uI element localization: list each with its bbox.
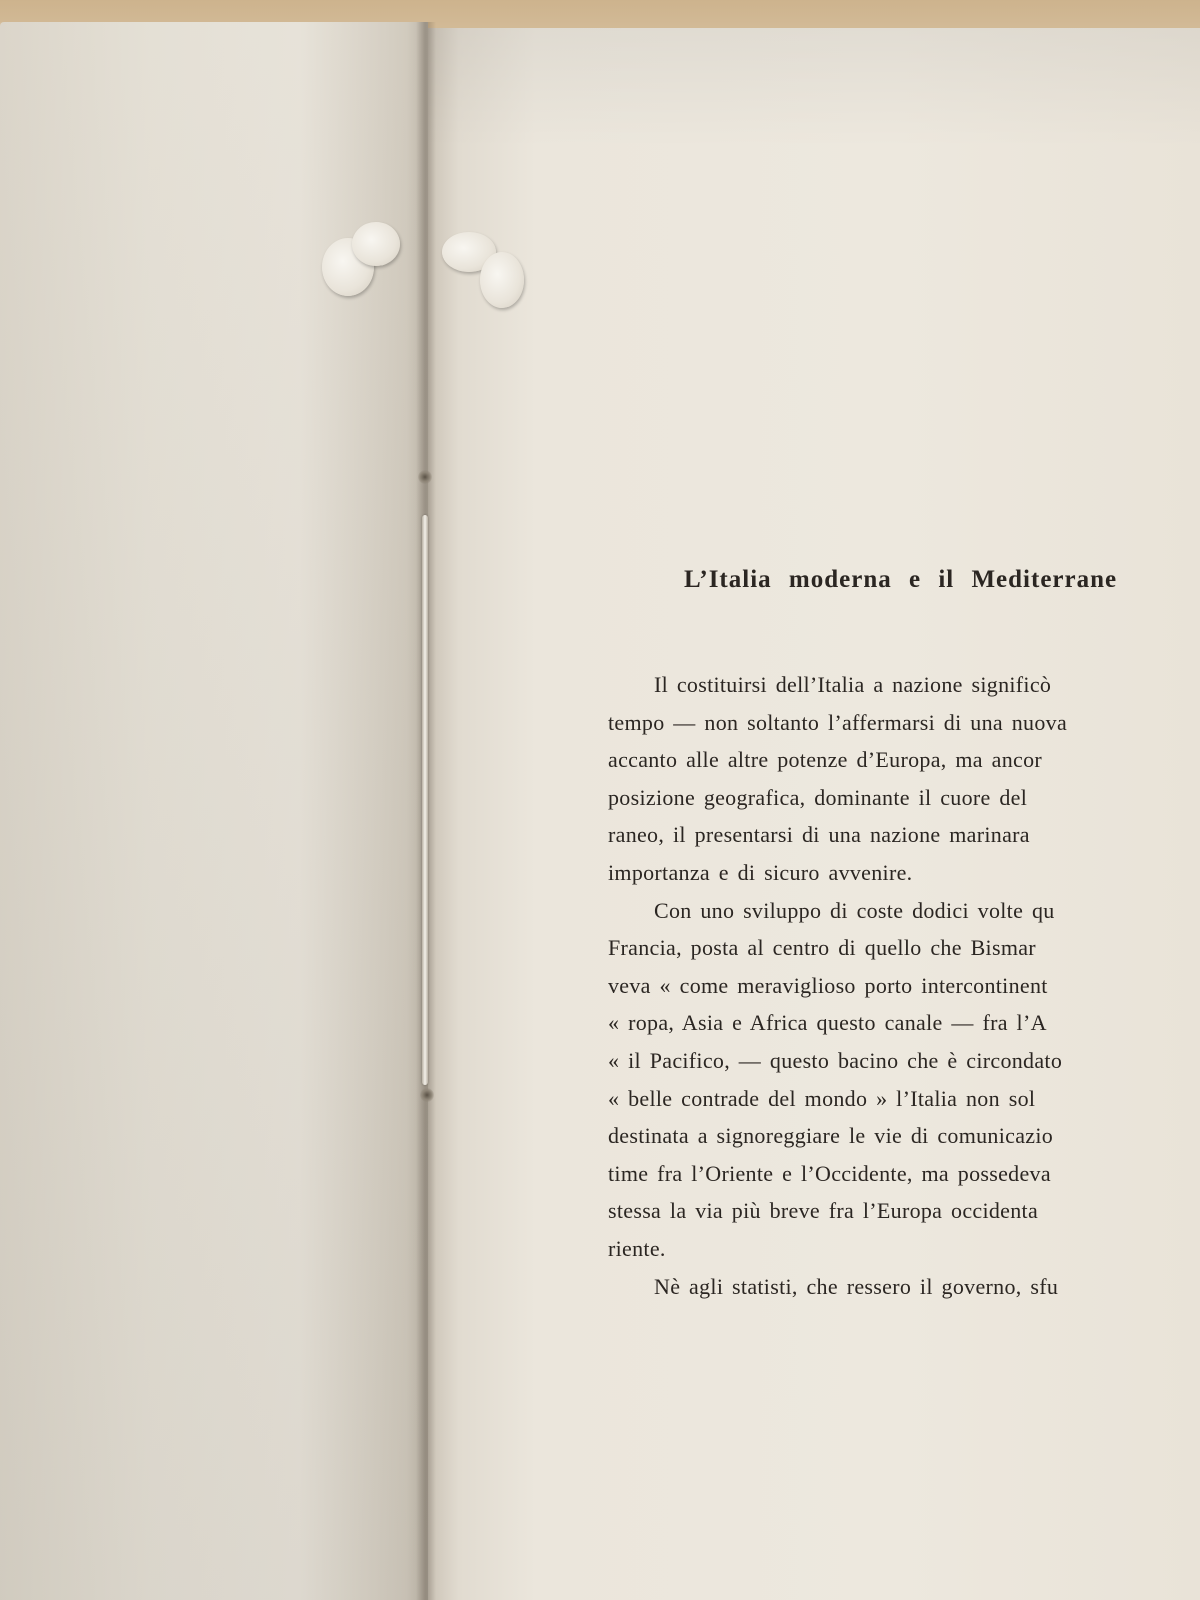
- text-line: Con uno sviluppo di coste dodici volte qu: [654, 897, 1055, 923]
- text-line: time fra l’Oriente e l’Occidente, ma possedeva: [608, 1160, 1051, 1186]
- text-line: « ropa, Asia e Africa questo canale — fra l’A: [608, 1010, 1047, 1036]
- torn-paper-fragment: [480, 252, 524, 308]
- text-line: raneo, il presentarsi di una nazione marinara: [608, 822, 1030, 848]
- text-line: destinata a signoreggiare le vie di comunicazio: [608, 1123, 1054, 1149]
- text-line: tempo — non soltanto l’affermarsi di una nuova: [608, 709, 1068, 735]
- page-text-block: [608, 566, 1200, 1305]
- text-line: posizione geografica, dominante il cuore del: [608, 784, 1028, 810]
- text-line: veva « come meraviglioso porto intercontinent: [608, 972, 1048, 998]
- text-line: « il Pacifico, — questo bacino che è circondato: [608, 1047, 1063, 1073]
- paragraph-lines: [608, 666, 1200, 1305]
- staple-slot: [422, 515, 428, 1085]
- text-line: Il costituirsi dell’Italia a nazione significò: [654, 672, 1052, 697]
- text-line: Nè agli statisti, che ressero il governo, sfu: [654, 1273, 1059, 1299]
- chapter-title: L’Italia moderna e il Mediterrane: [684, 566, 1118, 593]
- staple-hole: [418, 470, 432, 484]
- torn-paper-fragment: [352, 222, 400, 266]
- text-line: stessa la via più breve fra l’Europa occidenta: [608, 1198, 1039, 1224]
- text-line: « belle contrade del mondo » l’Italia non sol: [608, 1085, 1036, 1111]
- text-line: importanza e di sicuro avvenire.: [608, 859, 913, 885]
- text-line: Francia, posta al centro di quello che Bismar: [608, 935, 1036, 961]
- text-line: riente.: [608, 1235, 666, 1261]
- text-line: accanto alle altre potenze d’Europa, ma ancor: [608, 747, 1042, 773]
- staple-hole: [420, 1088, 434, 1102]
